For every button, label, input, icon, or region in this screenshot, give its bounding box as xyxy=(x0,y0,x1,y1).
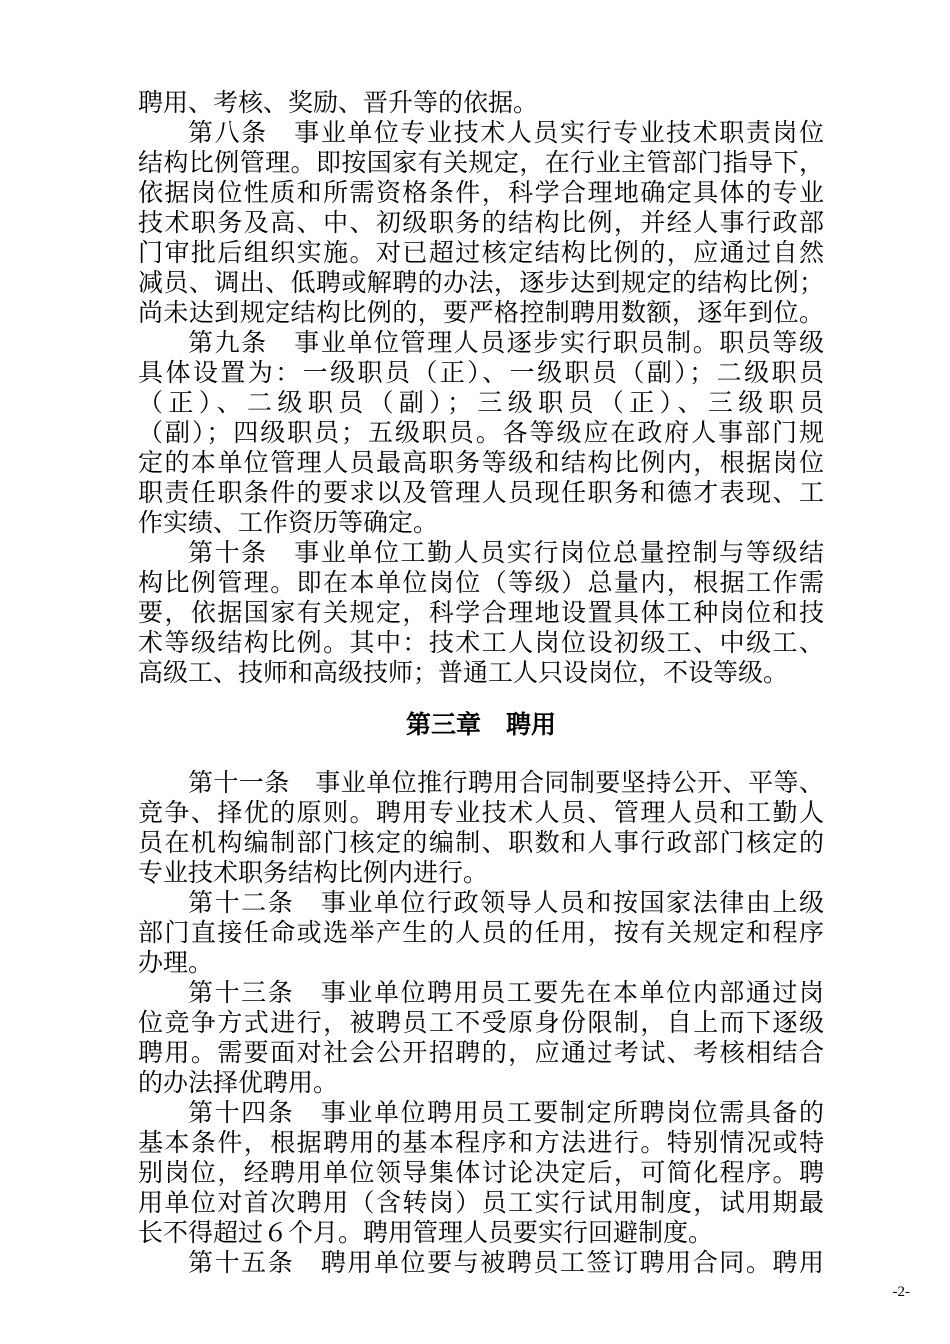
text-line: 别岗位，经聘用单位领导集体讨论决定后，可简化程序。聘 xyxy=(138,1158,824,1187)
text-line: 高级工、技师和高级技师；普通工人只设岗位，不设等级。 xyxy=(138,658,789,687)
text-line: 聘用。需要面对社会公开招聘的，应通过考试、考核相结合 xyxy=(138,1038,824,1067)
page-number: -2- xyxy=(892,1284,910,1300)
article-8-heading-line: 第八条 事业单位专业技术人员实行专业技术职责岗位 xyxy=(188,118,824,147)
text-line: 聘用、考核、奖励、晋升等的依据。 xyxy=(138,88,539,117)
text-line: 作实绩、工作资历等确定。 xyxy=(138,508,439,537)
text-line: 长不得超过６个月。聘用管理人员要实行回避制度。 xyxy=(138,1218,714,1247)
text-line: （正）、二级职员（副）；三级职员（正）、三级职员 xyxy=(138,388,824,417)
article-15-heading-line: 第十五条 聘用单位要与被聘员工签订聘用合同。聘用 xyxy=(188,1248,824,1277)
text-line: 尚未达到规定结构比例的，要严格控制聘用数额，逐年到位。 xyxy=(138,298,824,327)
text-line: 技术职务及高、中、初级职务的结构比例，并经人事行政部 xyxy=(138,208,824,237)
text-line: 的办法择优聘用。 xyxy=(138,1068,339,1097)
article-9-heading-line: 第九条 事业单位管理人员逐步实行职员制。职员等级 xyxy=(188,328,824,357)
text-line: 职责任职条件的要求以及管理人员现任职务和德才表现、工 xyxy=(138,478,824,507)
article-12-heading-line: 第十二条 事业单位行政领导人员和按国家法律由上级 xyxy=(188,888,824,917)
text-line: 基本条件，根据聘用的基本程序和方法进行。特别情况或特 xyxy=(138,1128,824,1157)
text-line: 部门直接任命或选举产生的人员的任用，按有关规定和程序 xyxy=(138,918,824,947)
text-line: 专业技术职务结构比例内进行。 xyxy=(138,858,489,887)
text-line: 构比例管理。即在本单位岗位（等级）总量内，根据工作需 xyxy=(138,568,824,597)
text-line: 要，依据国家有关规定，科学合理地设置具体工种岗位和技 xyxy=(138,598,824,627)
article-14-heading-line: 第十四条 事业单位聘用员工要制定所聘岗位需具备的 xyxy=(188,1098,824,1127)
article-11-heading-line: 第十一条 事业单位推行聘用合同制要坚持公开、平等、 xyxy=(188,768,824,797)
text-line: 门审批后组织实施。对已超过核定结构比例的，应通过自然 xyxy=(138,238,824,267)
text-line: 位竞争方式进行，被聘员工不受原身份限制，自上而下逐级 xyxy=(138,1008,824,1037)
text-line: 结构比例管理。即按国家有关规定，在行业主管部门指导下， xyxy=(138,148,824,177)
text-line: 术等级结构比例。其中：技术工人岗位设初级工、中级工、 xyxy=(138,628,824,657)
text-line: 员在机构编制部门核定的编制、职数和人事行政部门核定的 xyxy=(138,828,824,857)
text-line: 减员、调出、低聘或解聘的办法，逐步达到规定的结构比例； xyxy=(138,268,824,297)
article-10-heading-line: 第十条 事业单位工勤人员实行岗位总量控制与等级结 xyxy=(188,538,824,567)
text-line: 办理。 xyxy=(138,948,214,977)
article-13-heading-line: 第十三条 事业单位聘用员工要先在本单位内部通过岗 xyxy=(188,978,824,1007)
text-line: 定的本单位管理人员最高职务等级和结构比例内，根据岗位 xyxy=(138,448,824,477)
chapter-title: 第三章 聘用 xyxy=(405,710,556,739)
text-line: 具体设置为：一级职员（正）、一级职员（副）；二级职员 xyxy=(138,358,824,387)
text-line: 竞争、择优的原则。聘用专业技术人员、管理人员和工勤人 xyxy=(138,798,824,827)
document-body xyxy=(138,88,824,1278)
text-line: 用单位对首次聘用（含转岗）员工实行试用制度，试用期最 xyxy=(138,1188,824,1217)
text-line: （副）；四级职员；五级职员。各等级应在政府人事部门规 xyxy=(138,418,824,447)
text-line: 依据岗位性质和所需资格条件，科学合理地确定具体的专业 xyxy=(138,178,824,207)
